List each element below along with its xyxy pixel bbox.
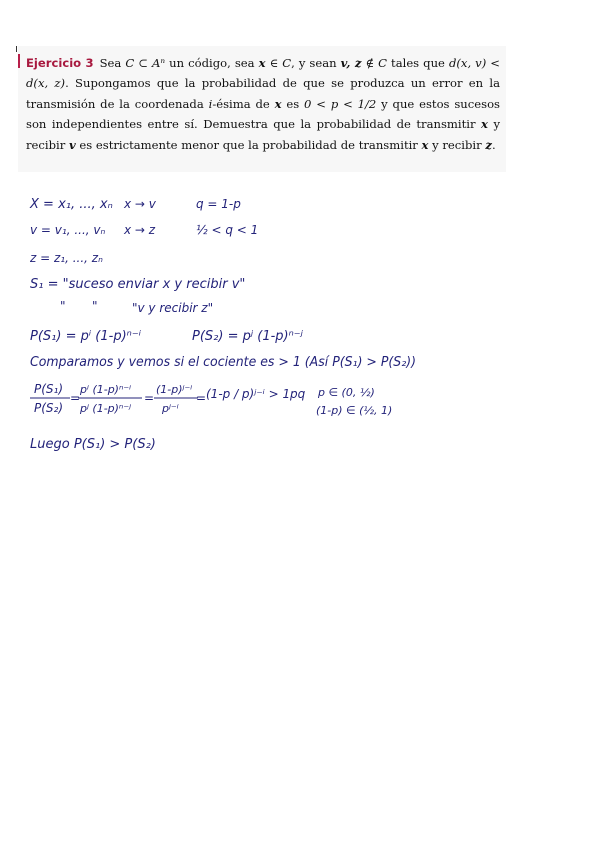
- statement-text: es estrictamente menor que la probabilidad de transmitir: [75, 137, 422, 152]
- math-vector-x: x: [421, 137, 429, 152]
- exercise-label: Ejercicio 3: [26, 56, 94, 70]
- hw-z-definition: z = z₁, ..., zₙ: [30, 251, 103, 265]
- statement-text: . Supongamos que la probabilidad de que se produzca un error en la transmisión de la coordenada: [26, 76, 500, 111]
- hw-prob-s2: P(S₂) = pʲ (1-p)ⁿ⁻ʲ: [192, 329, 303, 344]
- hw-frac3-den: pʲ⁻ⁱ: [162, 402, 179, 415]
- hw-frac3-num: (1-p)ʲ⁻ⁱ: [156, 383, 193, 396]
- math-code-set: C: [125, 56, 135, 70]
- hw-frac1-den: P(S₂): [34, 401, 64, 415]
- hw-pq-note: pq: [290, 387, 306, 401]
- statement-text: y que estos sucesos son independientes entre sí. Demuestra que la probabilidad de transmitir: [26, 96, 501, 132]
- math-vector-z: z: [485, 137, 492, 152]
- math-p-range: 0 < p < 1/2: [304, 96, 377, 111]
- math-vector-x: x: [274, 96, 282, 111]
- math-distance-inequality: d(x, v) < d(x, z): [26, 56, 501, 91]
- statement-text: es: [281, 96, 305, 111]
- math-alphabet-power: Aⁿ: [152, 56, 166, 70]
- hw-equals: =: [144, 391, 155, 405]
- hw-q-range: ½ < q < 1: [196, 223, 259, 237]
- hw-ditto-mark: ": [92, 299, 98, 313]
- hw-compare-statement: Comparamos y vemos si el cociente es > 1 (Así P(S₁) > P(S₂)): [30, 355, 416, 370]
- statement-text: -ésima de: [212, 96, 275, 111]
- statement-text: Sea: [99, 56, 126, 70]
- math-index-i: i: [208, 96, 213, 111]
- hw-ratio-power: (1-p / p)ʲ⁻ⁱ > 1: [206, 387, 291, 401]
- math-vector-x: x: [258, 56, 266, 70]
- math-vectors-vz: v, z: [340, 56, 362, 70]
- hw-x-definition: X = x₁, ..., xₙ: [30, 197, 113, 212]
- hw-event-s2: "v y recibir z": [132, 301, 214, 315]
- statement-text: , y sean: [291, 56, 341, 70]
- hw-frac2-num: pⁱ (1-p)ⁿ⁻ⁱ: [80, 383, 132, 396]
- hw-x-to-v: x → v: [124, 197, 156, 211]
- math-subset: ⊂: [134, 56, 153, 70]
- statement-text: un código, sea: [165, 56, 259, 70]
- statement-text: y recibir: [428, 137, 486, 152]
- hw-equals: =: [70, 391, 81, 405]
- math-not-in-code: ∉ C: [361, 56, 387, 70]
- hw-equals: =: [196, 391, 207, 405]
- hw-x-to-z: x → z: [124, 223, 156, 237]
- statement-text: tales que: [387, 56, 449, 70]
- statement-text: y recibir: [26, 117, 500, 152]
- hw-frac2-den: pʲ (1-p)ⁿ⁻ʲ: [80, 402, 132, 415]
- math-vector-x: x: [481, 117, 488, 132]
- hw-frac1-num: P(S₁): [34, 382, 64, 396]
- math-vector-v: v: [68, 137, 76, 152]
- hw-conclusion: Luego P(S₁) > P(S₂): [30, 437, 156, 452]
- statement-text: .: [491, 137, 496, 152]
- hw-q-definition: q = 1-p: [196, 197, 241, 211]
- hw-prob-s1: P(S₁) = pⁱ (1-p)ⁿ⁻ⁱ: [30, 329, 142, 344]
- hw-ditto-mark: ": [60, 299, 66, 313]
- hw-condition-p: p ∈ (0, ½): [318, 386, 375, 399]
- hw-v-definition: v = v₁, ..., vₙ: [30, 223, 106, 237]
- math-in-code: ∈ C: [265, 56, 292, 70]
- hw-condition-1-minus-p: (1-p) ∈ (½, 1): [316, 404, 393, 417]
- hw-event-s1: S₁ = "suceso enviar x y recibir v": [30, 277, 246, 292]
